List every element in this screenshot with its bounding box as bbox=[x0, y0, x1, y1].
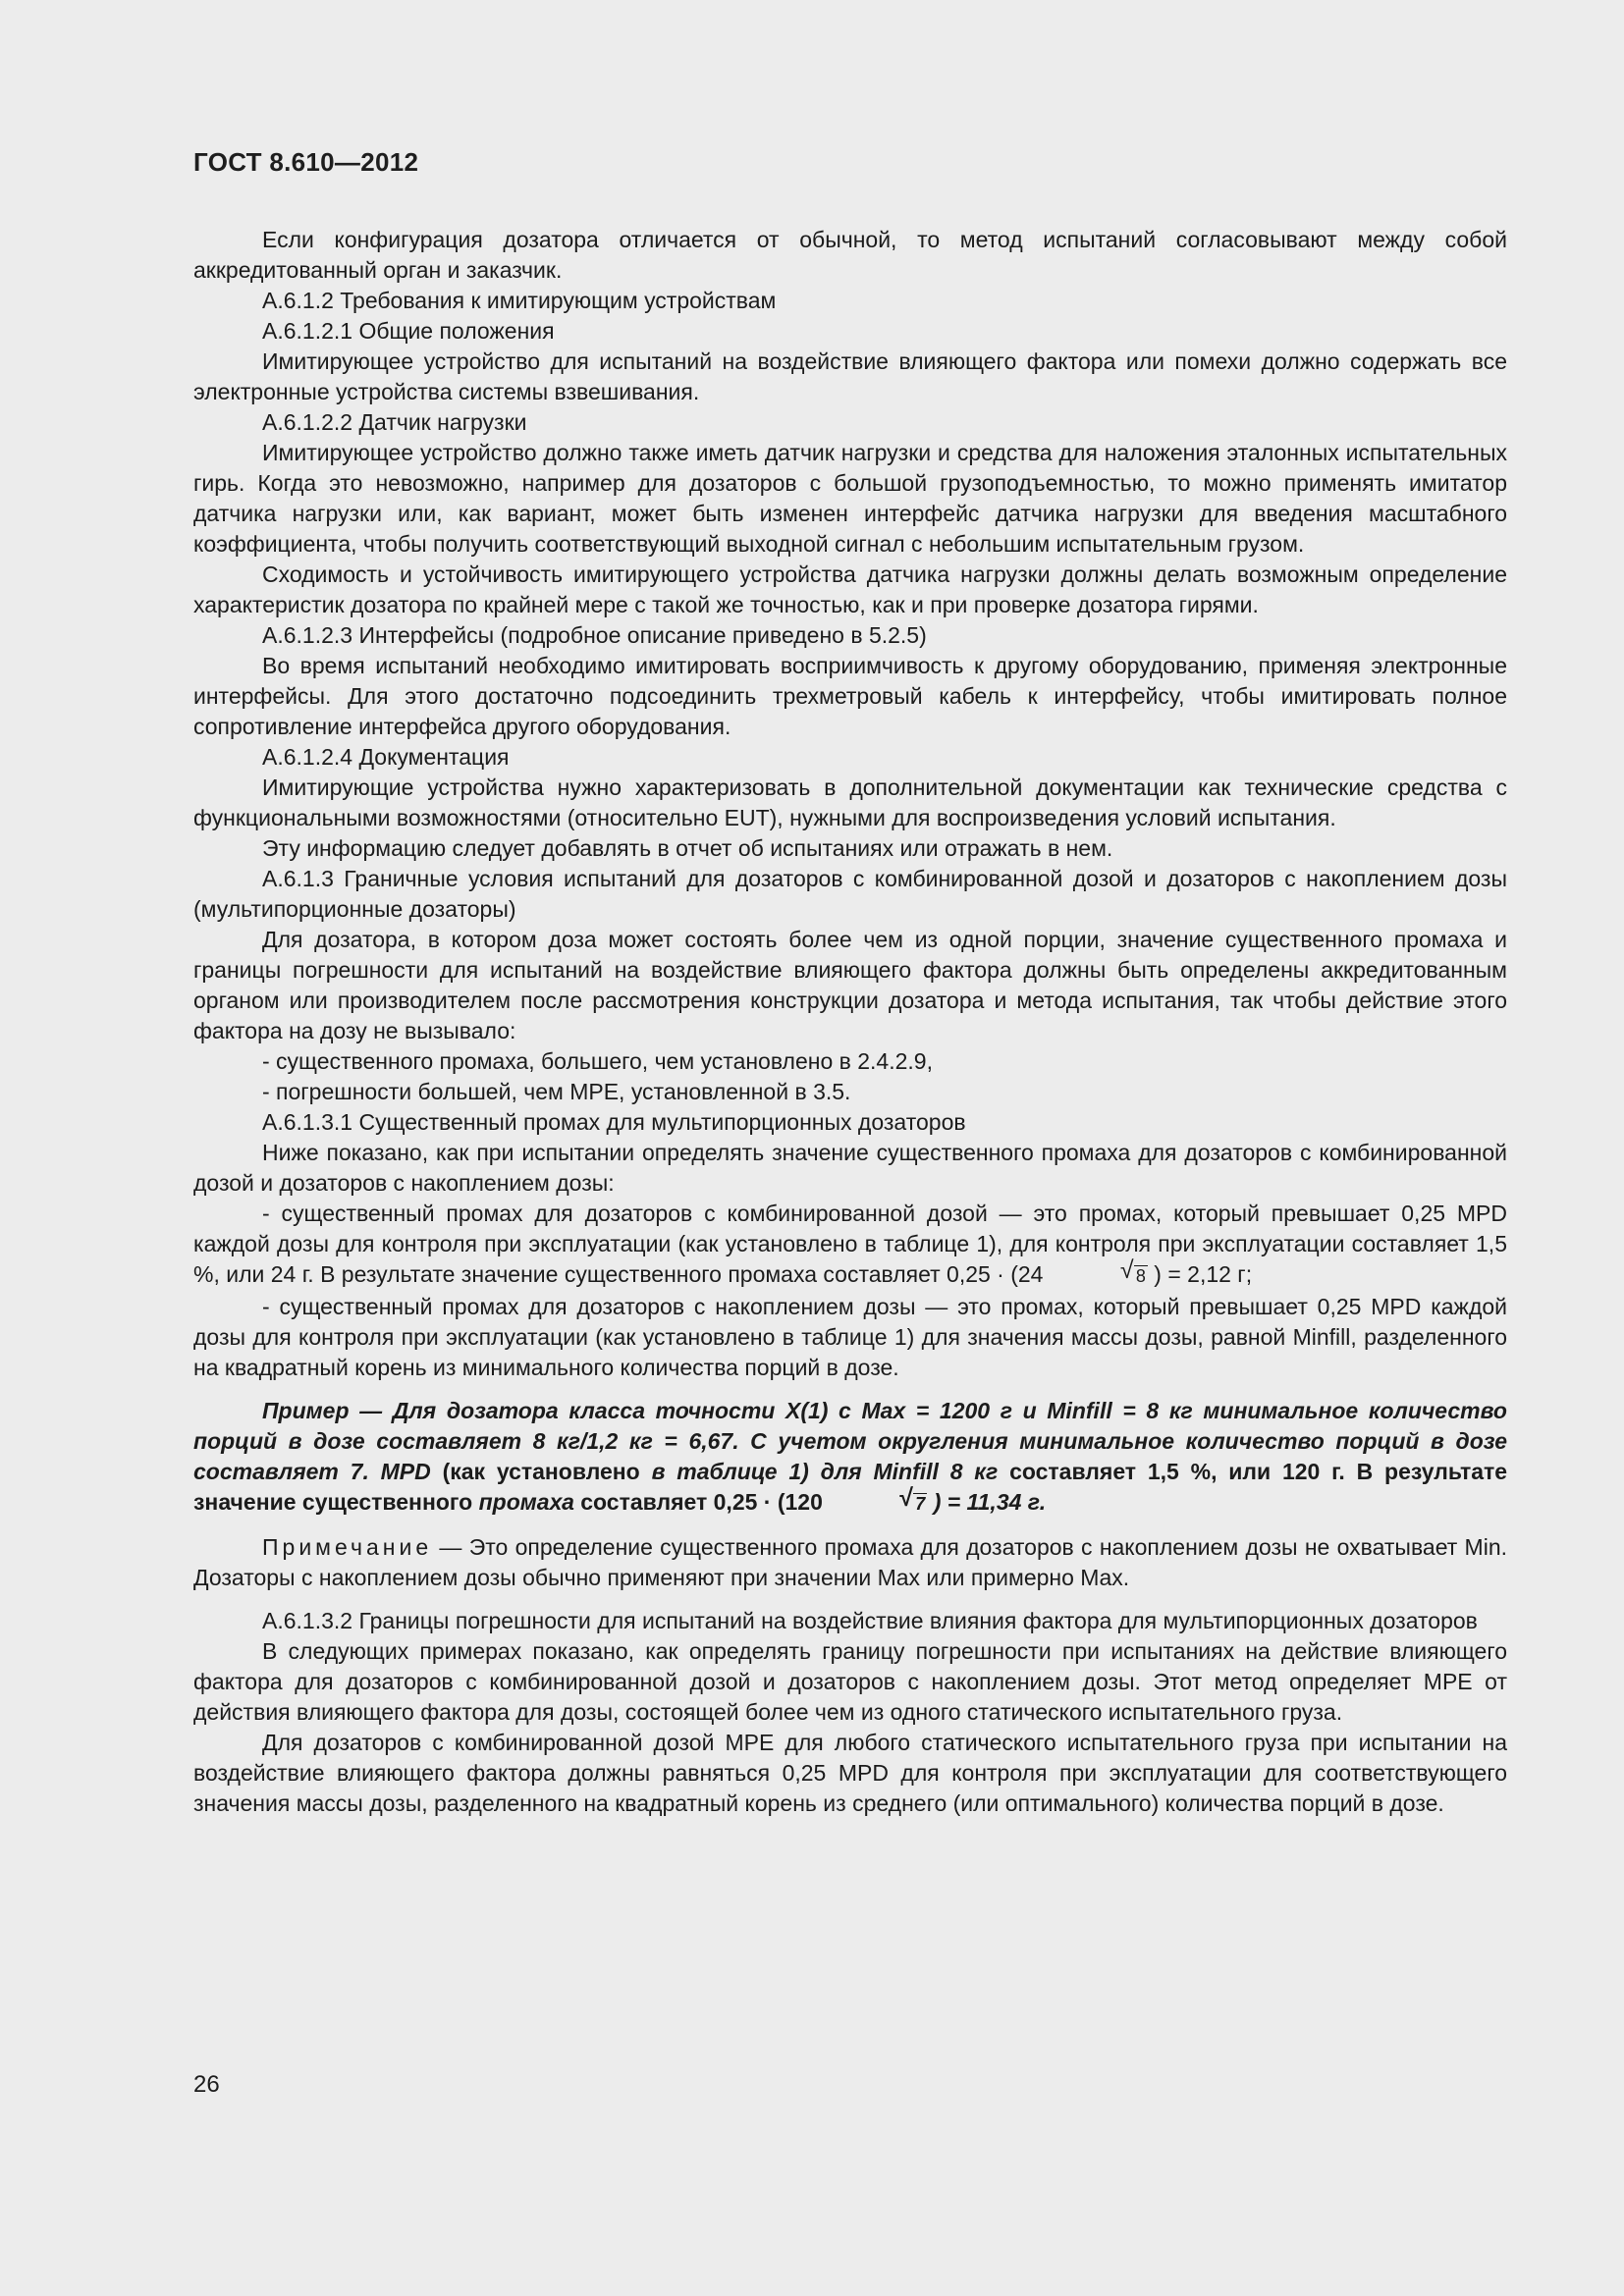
paragraph: Для дозаторов с комбинированной дозой MPE для любого статического испытательного груза при испытании на воздействие влияющего фактора должны равняться 0,25 MPD для контроля при эксплуатации для соответствующего значения массы дозы, разделенного на квадратный корень из среднего (или оптимального) количества порций в дозе. bbox=[193, 1730, 1507, 1816]
list-item: - существенный промах для дозаторов с накоплением дозы — это промах, который превышает 0,25 MPD каждой дозы для контроля при эксплуатации (как установлено в таблице 1) для значения массы дозы, равной Minfill, разделенного на квадратный корень из минимального количества порций в дозе. bbox=[193, 1294, 1507, 1380]
example-text: промаха bbox=[478, 1489, 574, 1515]
paragraph: Ниже показано, как при испытании определять значение существенного промаха для дозаторов с комбинированной дозой и дозаторов с накоплением дозы: bbox=[193, 1140, 1507, 1196]
section-heading: А.6.1.2.3 Интерфейсы (подробное описание приведено в 5.2.5) bbox=[262, 622, 927, 648]
paragraph: Сходимость и устойчивость имитирующего устройства датчика нагрузки должны делать возможным определение характеристик дозатора по крайней мере с такой же точностью, как и при проверке дозатора гирями. bbox=[193, 561, 1507, 617]
example-text: Пример — Для дозатора класса точности X(1) с Max = 1200 г и Minfill = 8 кг минимальное количество порций в дозе составляет 8 кг/1,2 кг = 6,67. С учетом округления минимальное количество порций в дозе составляет 7. MPD bbox=[193, 1398, 1507, 1484]
list-item-text: ) = 2,12 г; bbox=[1154, 1261, 1253, 1287]
section-heading: А.6.1.2.4 Документация bbox=[262, 744, 510, 770]
section-heading: А.6.1.3 Граничные условия испытаний для дозаторов с комбинированной дозой и дозаторов с накоплением дозы (мультипорционные дозаторы) bbox=[193, 866, 1507, 922]
example-text: составляет 1,5 %, или 120 г. В результате значение существенного bbox=[193, 1459, 1508, 1515]
section-heading: А.6.1.2.2 Датчик нагрузки bbox=[262, 409, 527, 435]
note-text: — Это определение существенного промаха для дозаторов с накоплением дозы не охватывает Min. Дозаторы с накоплением дозы обычно применяют при значении Max или примерно Max. bbox=[193, 1534, 1507, 1590]
section-heading: А.6.1.3.2 Границы погрешности для испытаний на воздействие влияния фактора для мультипорционных дозаторов bbox=[262, 1608, 1478, 1633]
paragraph: Имитирующие устройства нужно характеризовать в дополнительной документации как технические средства с функциональными возможностями (относительно EUT), нужными для воспроизведения условий испытания. bbox=[193, 774, 1507, 830]
radical-sign-icon: √ bbox=[899, 1484, 914, 1512]
list-item bbox=[193, 1199, 1507, 1292]
paragraph: Эту информацию следует добавлять в отчет об испытаниях или отражать в нем. bbox=[262, 835, 1113, 861]
example-text: составляет 0,25 · (120 bbox=[580, 1489, 823, 1515]
paragraph: В следующих примерах показано, как определять границу погрешности при испытаниях на действие влияющего фактора для дозаторов с комбинированной дозой и дозаторов с накоплением дозы. Этот метод определяет MPE от действия влияющего фактора для дозы, состоящей более чем из одного статического испытательного груза. bbox=[193, 1638, 1507, 1725]
note-block bbox=[193, 1532, 1507, 1593]
radicand: 8 bbox=[1135, 1266, 1146, 1286]
list-item: - существенного промаха, большего, чем установлено в 2.4.2.9, bbox=[262, 1048, 933, 1074]
paragraph: Для дозатора, в котором доза может состоять более чем из одной порции, значение существенного промаха и границы погрешности для испытаний на воздействие влияющего фактора должны быть определены аккредитованным органом или производителем после рассмотрения конструкции дозатора и метода испытания, так чтобы действие этого фактора на дозу не вызывало: bbox=[193, 927, 1507, 1043]
list-item-text: - существенный промах для дозаторов с комбинированной дозой — это промах, который превышает 0,25 MPD каждой дозы для контроля при эксплуатации (как установлено в таблице 1), для контроля при эксплуатации составляет 1,5 %, или 24 г. В результате значение существенного промаха составляет 0,25 · (24 bbox=[193, 1201, 1507, 1287]
paragraph: Имитирующее устройство для испытаний на воздействие влияющего фактора или помехи должно содержать все электронные устройства системы взвешивания. bbox=[193, 348, 1507, 404]
radical-sign-icon: √ bbox=[1119, 1256, 1134, 1284]
document-header: ГОСТ 8.610—2012 bbox=[193, 147, 419, 177]
section-heading: А.6.1.2.1 Общие положения bbox=[262, 318, 555, 344]
list-item: - погрешности большей, чем MPE, установленной в 3.5. bbox=[262, 1079, 851, 1104]
section-heading: А.6.1.3.1 Существенный промах для мультипорционных дозаторов bbox=[262, 1109, 966, 1135]
document-body bbox=[193, 225, 1507, 1819]
example-text: в таблице 1) для Minfill 8 кг bbox=[651, 1459, 999, 1484]
example-block bbox=[193, 1396, 1507, 1520]
example-text: ) = 11,34 г. bbox=[933, 1489, 1047, 1515]
note-label: Примечание bbox=[262, 1534, 433, 1560]
section-heading: А.6.1.2 Требования к имитирующим устройствам bbox=[262, 288, 777, 313]
square-root bbox=[831, 1484, 927, 1520]
square-root bbox=[1052, 1256, 1148, 1292]
paragraph: Во время испытаний необходимо имитировать восприимчивость к другому оборудованию, применяя электронные интерфейсы. Для этого достаточно подсоединить трехметровый кабель к интерфейсу, чтобы имитировать полное сопротивление интерфейса другого оборудования. bbox=[193, 653, 1507, 739]
paragraph: Если конфигурация дозатора отличается от обычной, то метод испытаний согласовывают между собой аккредитованный орган и заказчик. bbox=[193, 227, 1507, 283]
paragraph: Имитирующее устройство должно также иметь датчик нагрузки и средства для наложения эталонных испытательных гирь. Когда это невозможно, например для дозаторов с большой грузоподъемностью, то можно применять имитатор датчика нагрузки или, как вариант, может быть изменен интерфейс датчика нагрузки для введения масштабного коэффициента, чтобы получить соответствующий выходной сигнал с небольшим испытательным грузом. bbox=[193, 440, 1507, 557]
page-number: 26 bbox=[193, 2071, 220, 2098]
example-text: (как установлено bbox=[442, 1459, 640, 1484]
radicand: 7 bbox=[915, 1494, 926, 1514]
